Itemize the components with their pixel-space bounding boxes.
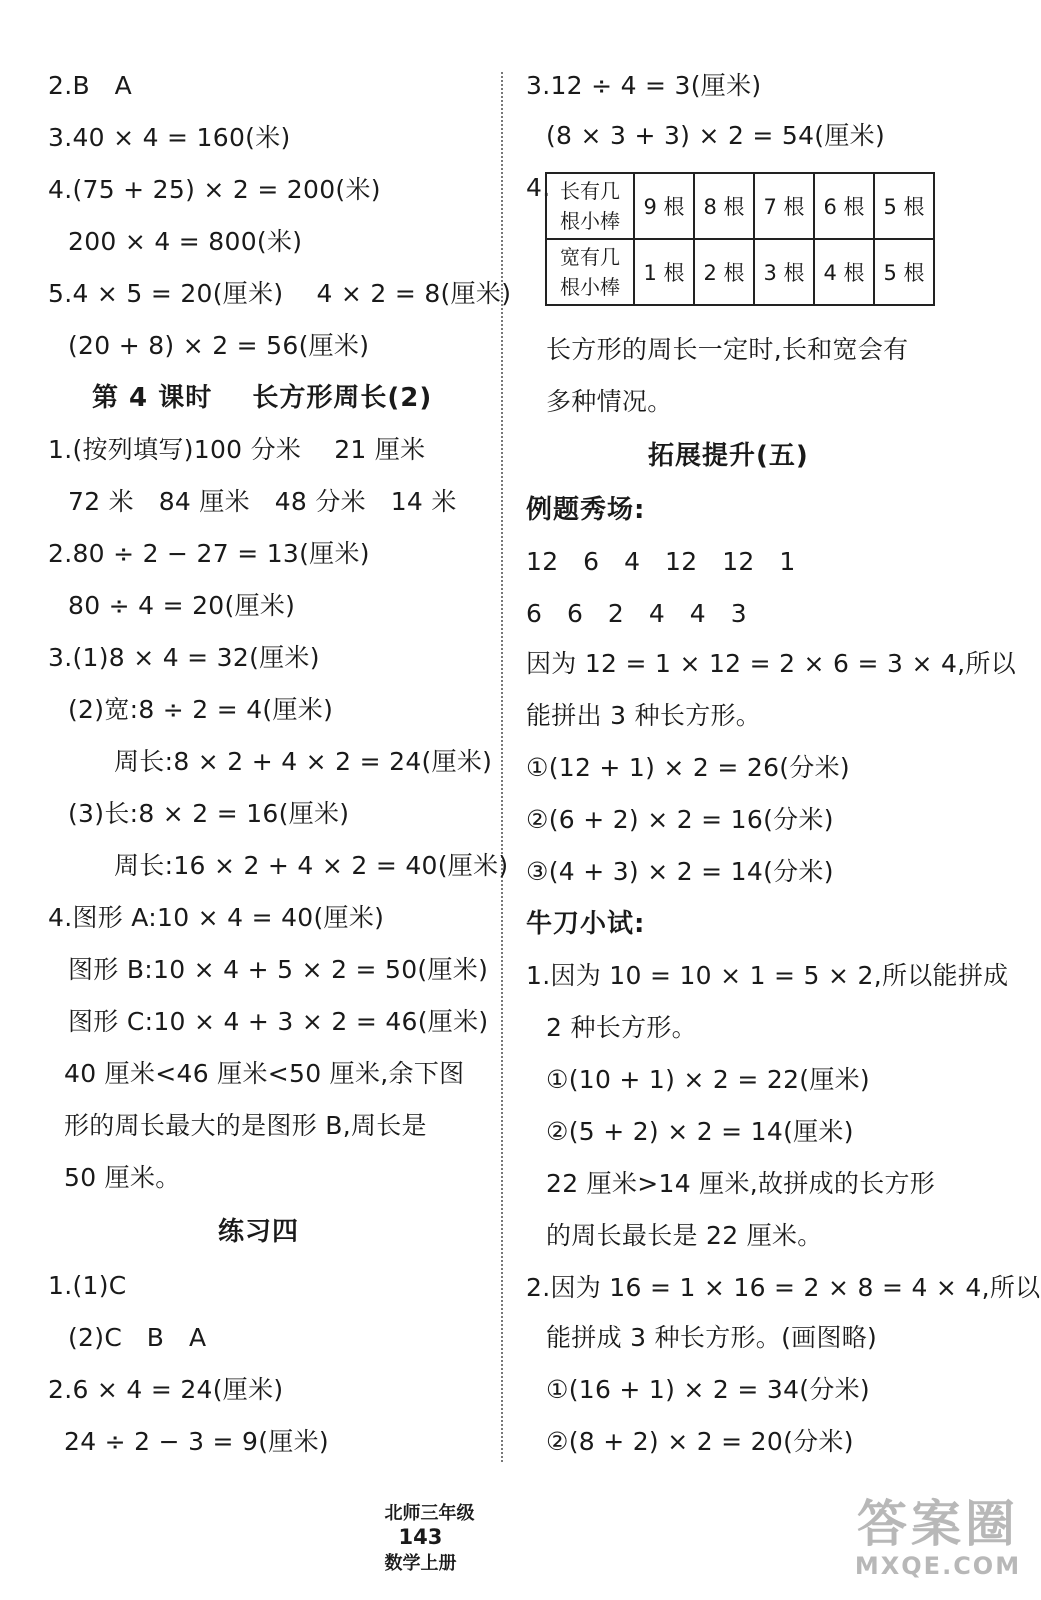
table-cell: 4 根 [814, 239, 874, 305]
answer-line: 50 厘米。 [64, 1163, 181, 1192]
answer-line: 周长:16 × 2 + 4 × 2 = 40(厘米) [114, 851, 509, 880]
footer-book: 数学上册 [384, 1553, 457, 1574]
answer-line: (20 + 8) × 2 = 56(厘米) [68, 331, 370, 360]
footer-grade: 北师三年级 [384, 1503, 475, 1524]
answer-line: ③(4 + 3) × 2 = 14(分米) [526, 857, 834, 886]
table-cell: 3 根 [754, 239, 814, 305]
answer-line: ②(8 + 2) × 2 = 20(分米) [546, 1427, 854, 1456]
answer-line: 2.6 × 4 = 24(厘米) [48, 1375, 284, 1404]
page-number: 143 [398, 1525, 443, 1549]
answer-line: 4.图形 A:10 × 4 = 40(厘米) [48, 903, 385, 932]
table-header-cell [546, 239, 634, 305]
watermark-text: 答案圈 [857, 1495, 1019, 1553]
answer-line: 形的周长最大的是图形 B,周长是 [64, 1111, 427, 1140]
answer-line: 能拼成 3 种长方形。(画图略) [546, 1323, 878, 1352]
table-cell: 8 根 [694, 173, 754, 239]
table-header-text: 宽有几 [560, 245, 620, 269]
subsection-heading: 牛刀小试: [526, 909, 646, 939]
answer-line: ②(6 + 2) × 2 = 16(分米) [526, 805, 834, 834]
table-cell: 2 根 [694, 239, 754, 305]
answer-line: ①(10 + 1) × 2 = 22(厘米) [546, 1065, 870, 1094]
answer-line: 4. [526, 173, 551, 202]
answer-line: 2.因为 16 = 1 × 16 = 2 × 8 = 4 × 4,所以 [526, 1273, 1041, 1302]
answer-line: 24 ÷ 2 − 3 = 9(厘米) [64, 1427, 329, 1456]
answer-line: 80 ÷ 4 = 20(厘米) [68, 591, 296, 620]
answer-line: 能拼出 3 种长方形。 [526, 701, 762, 730]
answer-line: 周长:8 × 2 + 4 × 2 = 24(厘米) [114, 747, 493, 776]
answer-line: 12 6 4 12 12 1 [526, 547, 796, 576]
answer-line: 因为 12 = 1 × 12 = 2 × 6 = 3 × 4,所以 [526, 649, 1016, 678]
section-heading: 第 4 课时 长方形周长(2) [92, 383, 433, 413]
answer-line: 1.(按列填写)100 分米 21 厘米 [48, 435, 426, 464]
answer-line: 1.(1)C [48, 1271, 127, 1300]
answer-line: 1.因为 10 = 10 × 1 = 5 × 2,所以能拼成 [526, 961, 1009, 990]
section-heading: 拓展提升(五) [648, 441, 809, 471]
table-cell: 6 根 [814, 173, 874, 239]
table-cell: 5 根 [874, 239, 934, 305]
answer-line: 2 种长方形。 [546, 1013, 697, 1042]
subsection-heading: 例题秀场: [526, 495, 646, 525]
answer-line: 2.B A [48, 71, 133, 100]
answer-line: 多种情况。 [546, 387, 673, 416]
stick-count-table [545, 172, 935, 306]
answer-line: (8 × 3 + 3) × 2 = 54(厘米) [546, 121, 886, 150]
table-cell: 5 根 [874, 173, 934, 239]
table-header-cell [546, 173, 634, 239]
answer-line: (2)宽:8 ÷ 2 = 4(厘米) [68, 695, 334, 724]
answer-line: 4.(75 + 25) × 2 = 200(米) [48, 175, 381, 204]
answer-line: 22 厘米>14 厘米,故拼成的长方形 [546, 1169, 936, 1198]
page-footer [372, 1478, 475, 1575]
answer-line: 长方形的周长一定时,长和宽会有 [546, 335, 909, 364]
answer-line: (2)C B A [68, 1323, 207, 1352]
answer-line: 40 厘米<46 厘米<50 厘米,余下图 [64, 1059, 465, 1088]
table-row [546, 173, 934, 239]
table-header-text: 根小棒 [560, 275, 620, 299]
answer-line: 图形 C:10 × 4 + 3 × 2 = 46(厘米) [68, 1007, 489, 1036]
answer-line: ①(16 + 1) × 2 = 34(分米) [546, 1375, 870, 1404]
answer-line: 的周长最长是 22 厘米。 [546, 1221, 823, 1250]
answer-line: 3.(1)8 × 4 = 32(厘米) [48, 643, 320, 672]
answer-line: 5.4 × 5 = 20(厘米) 4 × 2 = 8(厘米) [48, 279, 512, 308]
answer-line: 3.12 ÷ 4 = 3(厘米) [526, 71, 762, 100]
table-header-text: 根小棒 [560, 209, 620, 233]
answer-line: ①(12 + 1) × 2 = 26(分米) [526, 753, 850, 782]
answer-line: 3.40 × 4 = 160(米) [48, 123, 291, 152]
table-cell: 9 根 [634, 173, 694, 239]
answer-line: 72 米 84 厘米 48 分米 14 米 [68, 487, 457, 516]
answer-line: ②(5 + 2) × 2 = 14(厘米) [546, 1117, 854, 1146]
table-row [546, 239, 934, 305]
section-heading: 练习四 [218, 1217, 300, 1247]
answer-line: (3)长:8 × 2 = 16(厘米) [68, 799, 350, 828]
answer-line: 6 6 2 4 4 3 [526, 599, 747, 628]
table-header-text: 长有几 [560, 179, 620, 203]
answer-line: 200 × 4 = 800(米) [68, 227, 303, 256]
table-cell: 7 根 [754, 173, 814, 239]
table-cell: 1 根 [634, 239, 694, 305]
answer-line: 图形 B:10 × 4 + 5 × 2 = 50(厘米) [68, 955, 489, 984]
watermark-url: MXQE.COM [854, 1552, 1022, 1580]
answer-line: 2.80 ÷ 2 − 27 = 13(厘米) [48, 539, 370, 568]
watermark-logo [853, 1496, 1023, 1592]
